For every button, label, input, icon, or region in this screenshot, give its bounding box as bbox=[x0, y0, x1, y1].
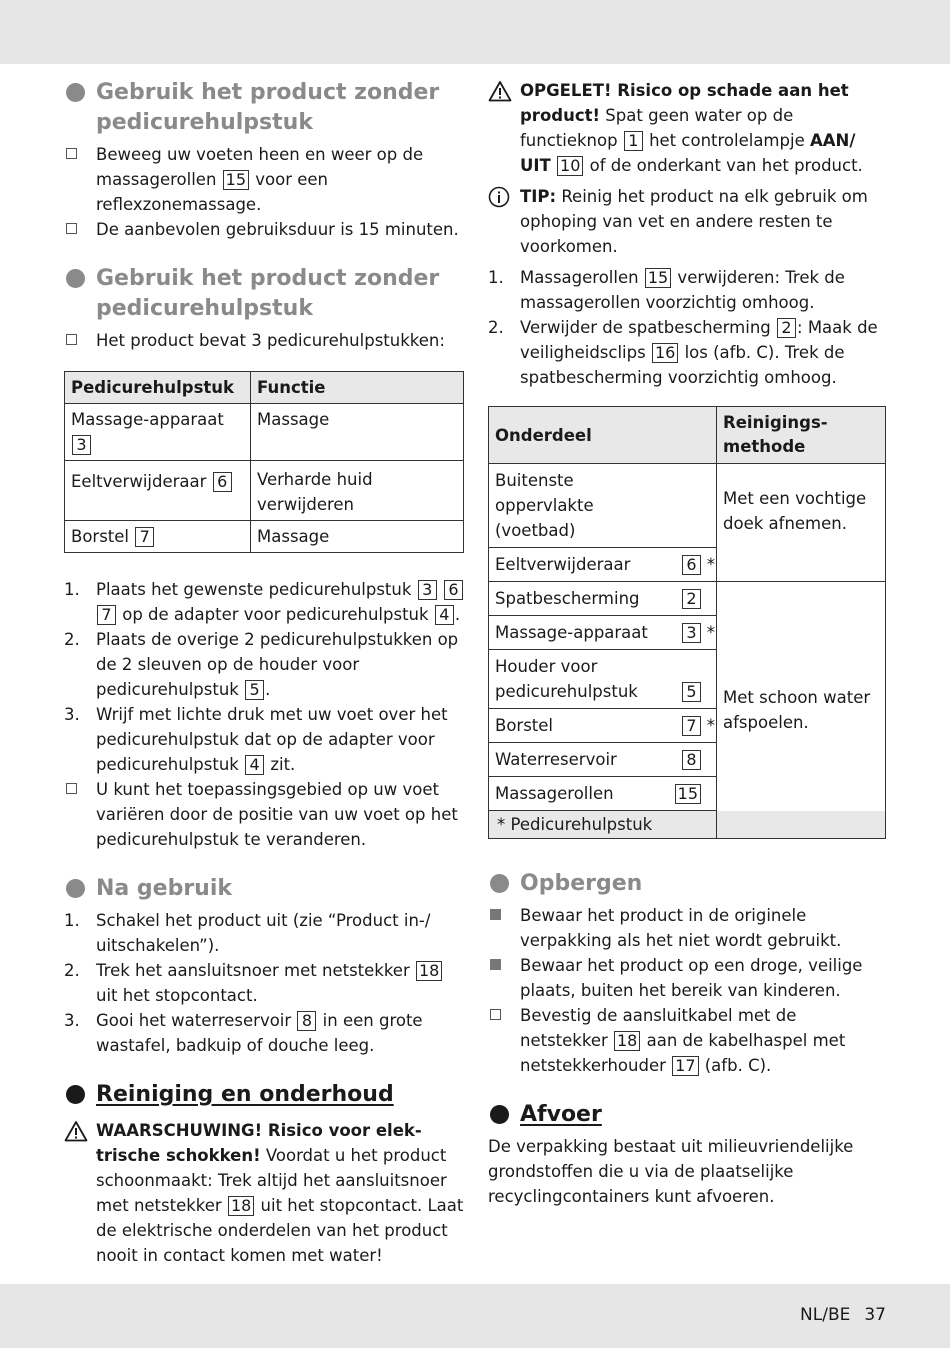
list-item: Bevestig de aansluitkabel met de netstekker 18 aan de kabelhaspel met netstekkerhouder 17 (afb. C). bbox=[488, 1003, 886, 1078]
table-cell: Massage-apparaat 3 * bbox=[489, 616, 717, 650]
ref-number: 7 bbox=[135, 527, 154, 547]
table-cell: Met schoon water afspoelen. bbox=[717, 582, 886, 839]
table-row bbox=[489, 582, 886, 616]
table-cell: Massage-apparaat 3 bbox=[65, 404, 251, 461]
ref-number: 3 bbox=[682, 623, 701, 643]
list-item: Het product bevat 3 pedicurehulpstukken: bbox=[64, 328, 464, 353]
list-item: Bewaar het product in de originele verpakking als het niet wordt gebruikt. bbox=[488, 903, 886, 953]
list-item: De aanbevolen gebruiksduur is 15 minuten. bbox=[64, 217, 464, 242]
table-header: Pedicurehulpstuk bbox=[65, 372, 251, 404]
ref-number: 18 bbox=[228, 1196, 254, 1216]
language-code: NL/BE bbox=[800, 1305, 851, 1325]
ref-number: 5 bbox=[245, 680, 264, 700]
table-cell: Verharde huid verwijderen bbox=[251, 461, 464, 521]
table-cell: Spatbescherming 2 bbox=[489, 582, 717, 616]
ref-number: 15 bbox=[645, 268, 671, 288]
table-cell: Eeltverwijderaar 6 * bbox=[489, 548, 717, 582]
table-header-row bbox=[489, 407, 886, 464]
steps-list bbox=[64, 908, 464, 1058]
warning-triangle-icon bbox=[488, 80, 512, 109]
list-item: 2. Trek het aansluitsnoer met netstekker 18 uit het stopcontact. bbox=[64, 958, 464, 1008]
ref-number: 7 bbox=[97, 605, 116, 625]
ref-number: 2 bbox=[777, 318, 796, 338]
list-item: 3. Gooi het waterreservoir 8 in een grote wastafel, badkuip of douche leeg. bbox=[64, 1011, 423, 1055]
info-icon bbox=[488, 186, 510, 215]
table-footnote: * Pedicurehulpstuk bbox=[489, 811, 886, 839]
ref-number: 17 bbox=[672, 1056, 698, 1076]
ref-number: 15 bbox=[675, 784, 701, 804]
table-header-row bbox=[65, 372, 464, 404]
table-cell: Massage bbox=[251, 404, 464, 461]
list-item: U kunt het toepassingsgebied op uw voet variëren door de positie van uw voet op het pedicurehulpstuk te veranderen. bbox=[64, 777, 464, 852]
ref-number: 1 bbox=[624, 131, 643, 151]
page-number: 37 bbox=[864, 1305, 886, 1325]
steps-list bbox=[488, 265, 886, 390]
table-row bbox=[65, 404, 464, 461]
section-heading: Gebruik het product zonder pedicurehulpstuk bbox=[64, 78, 464, 138]
ref-number: 5 bbox=[682, 682, 701, 702]
ref-number: 4 bbox=[435, 605, 454, 625]
checkbox-bullet-icon bbox=[66, 223, 77, 234]
table-header: Onderdeel bbox=[489, 407, 717, 464]
ref-number: 8 bbox=[682, 750, 701, 770]
table-header: Functie bbox=[251, 372, 464, 404]
checkbox-bullet-icon bbox=[490, 1009, 501, 1020]
ref-number: 16 bbox=[652, 343, 678, 363]
bullet-list bbox=[488, 903, 886, 1078]
list-item: 1. Plaats het gewenste pedicurehulpstuk 3 6 7 op de adapter voor pedicurehulpstuk 4 . bbox=[64, 577, 464, 627]
square-bullet-icon bbox=[490, 959, 501, 970]
ref-number: 6 bbox=[444, 580, 463, 600]
list-item: Bewaar het product op een droge, veilige plaats, buiten het bereik van kinderen. bbox=[488, 953, 886, 1003]
table-row bbox=[65, 521, 464, 553]
table-row bbox=[489, 464, 886, 548]
steps-list bbox=[64, 577, 464, 852]
list-item: 1. Massagerollen 15 verwijderen: Trek de massagerollen voorzichtig omhoog. bbox=[488, 268, 845, 312]
ref-number: 10 bbox=[557, 156, 583, 176]
list-item: 3. Wrijf met lichte druk met uw voet over het pedicurehulpstuk dat op de adapter voor pedicurehulpstuk 4 zit. bbox=[64, 705, 448, 774]
ref-number: 18 bbox=[614, 1031, 640, 1051]
table-cell: Eeltverwijderaar 6 bbox=[65, 461, 251, 521]
checkbox-bullet-icon bbox=[66, 334, 77, 345]
bullet-list bbox=[64, 142, 464, 242]
checkbox-bullet-icon bbox=[66, 783, 77, 794]
square-bullet-icon bbox=[490, 909, 501, 920]
table-cell: Borstel 7 bbox=[65, 521, 251, 553]
table-cell: Borstel 7 * bbox=[489, 709, 717, 743]
ref-number: 3 bbox=[72, 435, 91, 455]
list-item: 2. Verwijder de spatbescherming 2 : Maak de veiligheidsclips 16 los (afb. C). Trek de spatbescherming voorzichtig omhoog. bbox=[488, 318, 878, 387]
list-item: Beweeg uw voeten heen en weer op de massagerollen 15 voor een reflexzonemassage. bbox=[64, 142, 464, 217]
top-band bbox=[0, 0, 950, 64]
ref-number: 8 bbox=[297, 1011, 316, 1031]
table-cell: Massage bbox=[251, 521, 464, 553]
tip-note: TIP: Reinig het product na elk gebruik om ophoping van vet en andere resten te voorkomen. bbox=[488, 184, 886, 259]
ref-number: 3 bbox=[418, 580, 437, 600]
table-footnote-row bbox=[489, 811, 886, 839]
section-heading: Opbergen bbox=[488, 869, 886, 899]
ref-number: 15 bbox=[223, 170, 249, 190]
list-item: 1. Schakel het product uit (zie “Product in-/ uitschakelen”). bbox=[64, 911, 431, 955]
right-column bbox=[488, 78, 886, 1209]
table-cell: Waterreservoir 8 bbox=[489, 743, 717, 777]
section-heading: Gebruik het product zonder pedicurehulpstuk bbox=[64, 264, 464, 324]
table-cell: Houder voor pedicurehulpstuk 5 bbox=[489, 650, 717, 709]
bullet-list bbox=[64, 328, 464, 353]
warning-triangle-icon bbox=[64, 1120, 88, 1149]
table-cell: Met een vochtige doek afnemen. bbox=[717, 464, 886, 582]
cleaning-table bbox=[488, 406, 886, 839]
ref-number: 18 bbox=[416, 961, 442, 981]
warning-note: WAARSCHUWING! Risico voor elektrische schokken! Voordat u het product schoonmaakt: Trek altijd het aansluitsnoer met netstekker 18 uit het stopcontact. Laat de elektrische onderdelen van het product nooit in contact komen met water! bbox=[64, 1118, 464, 1268]
ref-number: 4 bbox=[245, 755, 264, 775]
ref-number: 6 bbox=[213, 472, 232, 492]
table-row bbox=[65, 461, 464, 521]
table-header: Reinigings- methode bbox=[717, 407, 886, 464]
ref-number: 6 bbox=[682, 555, 701, 575]
ref-number: 2 bbox=[682, 589, 701, 609]
caution-note: OPGELET! Risico op schade aan het product! Spat geen water op de functieknop 1 het controlelampje AAN/ UIT 10 of de onderkant van het product. bbox=[488, 78, 886, 178]
paragraph: De verpakking bestaat uit milieuvriendelijke grondstoffen die u via de plaatselijke recyclingcontainers kunt afvoeren. bbox=[488, 1137, 854, 1206]
left-column bbox=[64, 78, 464, 1268]
list-item: 2. Plaats de overige 2 pedicurehulpstukken op de 2 sleuven op de houder voor pedicurehulpstuk 5 . bbox=[64, 630, 459, 699]
table-cell: Massagerollen 15 bbox=[489, 777, 717, 811]
page-footer bbox=[800, 1303, 886, 1328]
section-heading: Na gebruik bbox=[64, 874, 464, 904]
checkbox-bullet-icon bbox=[66, 148, 77, 159]
section-heading: Reiniging en onderhoud bbox=[64, 1080, 464, 1110]
ref-number: 7 bbox=[682, 716, 701, 736]
section-heading: Afvoer bbox=[488, 1100, 886, 1130]
attachments-table bbox=[64, 371, 464, 553]
table-cell: Buitenste oppervlakte (voetbad) bbox=[489, 464, 717, 548]
